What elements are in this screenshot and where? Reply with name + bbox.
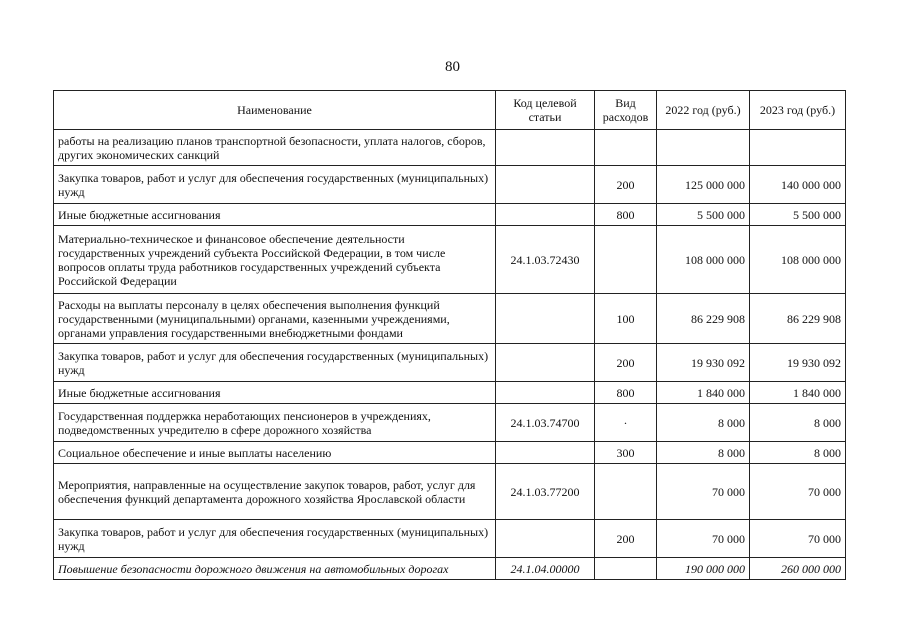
row-kind [595,130,657,166]
row-2022: 108 000 000 [657,226,750,294]
row-2023: 1 840 000 [750,382,846,404]
row-code: 24.1.03.77200 [496,464,595,520]
row-2022 [657,130,750,166]
row-name: Повышение безопасности дорожного движения на автомобильных дорогах [54,558,496,580]
row-2023: 108 000 000 [750,226,846,294]
row-2023: 5 500 000 [750,204,846,226]
row-name: Закупка товаров, работ и услуг для обеспечения государственных (муниципальных) нужд [54,344,496,382]
row-kind [595,558,657,580]
row-name: Материально-техническое и финансовое обеспечение деятельности государственных учреждений субъекта Российской Федерации, в том числе вопросов оплаты труда работников государственных учреждений субъекта Российской Федерации [54,226,496,294]
table-row [54,166,846,204]
row-2022: 190 000 000 [657,558,750,580]
table-row [54,204,846,226]
row-2023: 8 000 [750,442,846,464]
row-2023: 8 000 [750,404,846,442]
table-row [54,520,846,558]
page-number: 80 [445,59,460,75]
row-code [496,294,595,344]
row-2023 [750,130,846,166]
table-header-row [54,91,846,130]
header-2022: 2022 год (руб.) [657,91,750,130]
row-code [496,442,595,464]
row-code [496,166,595,204]
row-kind [595,226,657,294]
row-name: Расходы на выплаты персоналу в целях обеспечения выполнения функций государственными (муниципальными) органами, казенными учреждениями, органами управления государственными внебюджетными фондами [54,294,496,344]
table-row [54,404,846,442]
row-code [496,520,595,558]
row-kind: 200 [595,520,657,558]
row-kind: 100 [595,294,657,344]
row-code: 24.1.03.72430 [496,226,595,294]
header-code: Код целевой статьи [496,91,595,130]
row-2023: 70 000 [750,520,846,558]
row-name: Закупка товаров, работ и услуг для обеспечения государственных (муниципальных) нужд [54,166,496,204]
row-2022: 8 000 [657,442,750,464]
row-kind: 200 [595,166,657,204]
row-2023: 260 000 000 [750,558,846,580]
header-kind: Вид расходов [595,91,657,130]
row-name: Закупка товаров, работ и услуг для обеспечения государственных (муниципальных) нужд [54,520,496,558]
row-name: работы на реализацию планов транспортной безопасности, уплата налогов, сборов, других экономических санкций [54,130,496,166]
row-kind: · [595,404,657,442]
table-row [54,344,846,382]
table-row [54,382,846,404]
row-2023: 140 000 000 [750,166,846,204]
table-row [54,226,846,294]
table-row [54,442,846,464]
table-row [54,464,846,520]
row-kind: 200 [595,344,657,382]
row-2022: 5 500 000 [657,204,750,226]
row-code: 24.1.03.74700 [496,404,595,442]
row-code [496,130,595,166]
row-kind: 300 [595,442,657,464]
row-2022: 1 840 000 [657,382,750,404]
row-name: Социальное обеспечение и иные выплаты населению [54,442,496,464]
row-name: Иные бюджетные ассигнования [54,382,496,404]
row-code [496,204,595,226]
row-code [496,344,595,382]
table-row [54,294,846,344]
row-2023: 86 229 908 [750,294,846,344]
row-2022: 125 000 000 [657,166,750,204]
row-2022: 86 229 908 [657,294,750,344]
header-name: Наименование [54,91,496,130]
table-row [54,558,846,580]
row-code: 24.1.04.00000 [496,558,595,580]
row-2022: 70 000 [657,464,750,520]
table-row [54,130,846,166]
row-2023: 70 000 [750,464,846,520]
row-2022: 19 930 092 [657,344,750,382]
row-2023: 19 930 092 [750,344,846,382]
row-name: Государственная поддержка неработающих пенсионеров в учреждениях, подведомственных учредителю в сфере дорожного хозяйства [54,404,496,442]
budget-table [53,90,846,580]
row-kind [595,464,657,520]
header-2023: 2023 год (руб.) [750,91,846,130]
row-name: Иные бюджетные ассигнования [54,204,496,226]
row-name: Мероприятия, направленные на осуществление закупок товаров, работ, услуг для обеспечения функций департамента дорожного хозяйства Ярославской области [54,464,496,520]
row-2022: 8 000 [657,404,750,442]
row-2022: 70 000 [657,520,750,558]
row-code [496,382,595,404]
row-kind: 800 [595,204,657,226]
row-kind: 800 [595,382,657,404]
